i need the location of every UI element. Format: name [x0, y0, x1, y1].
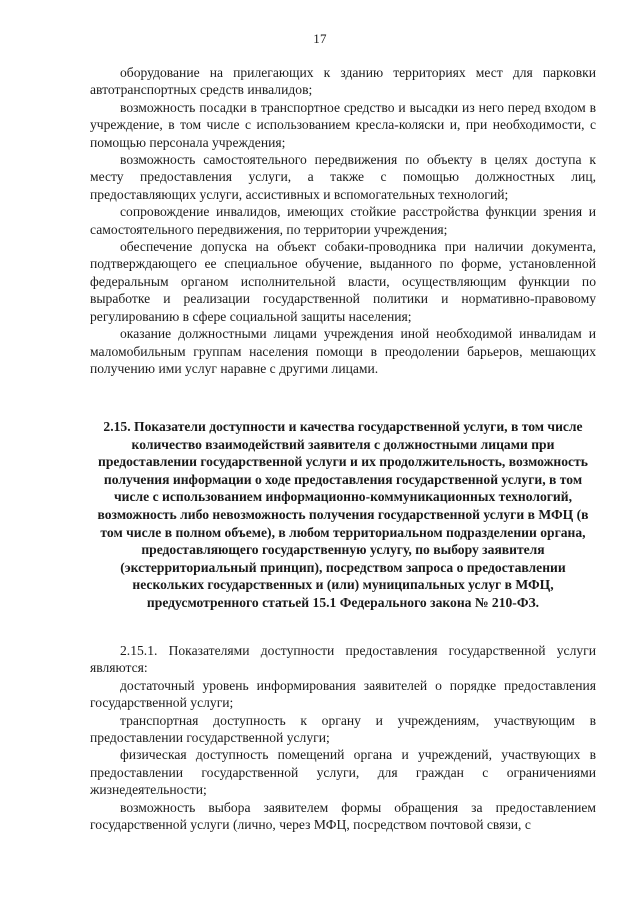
- paragraph-2-15-1: 2.15.1. Показателями доступности предоставления государственной услуги являются:: [90, 643, 596, 676]
- paragraph-form-choice: возможность выбора заявителем формы обращения за предоставлением государственной услуги (лично, через МФЦ, посредством почтовой связи, с: [90, 799, 596, 833]
- paragraph-boarding: возможность посадки в транспортное средство и высадки из него перед входом в учреждение, в том числе с использованием кресла-коляски и, при необходимости, с помощью персонала учреждения;: [90, 99, 596, 150]
- paragraph-guide-dog: обеспечение допуска на объект собаки-проводника при наличии документа, подтверждающего ее специальное обучение, выданного по форме, установленной федеральным органом исполнительной власти, осуществляющим функции по выработке и реализации государственной политики и нормативно-правовому регулированию в сфере социальной защиты населения;: [90, 239, 596, 324]
- paragraph-physical-access: физическая доступность помещений органа и учреждений, участвующих в предоставлении государственной услуги, для граждан с ограничениями жизнедеятельности;: [90, 747, 596, 798]
- section-heading-text: 2.15. Показатели доступности и качества государственной услуги, в том числе количество взаимодействий заявителя с должностными лицами при предоставлении государственной услуги и их продолжительность, возможность получения информации о ходе предоставления государственной услуги, в том числе с использованием информационно-коммуникационных технологий, возможность либо невозможность получения государственной услуги в МФЦ (в том числе в полном объеме), в любом территориальном подразделении органа, предоставляющего государственную услугу, по выбору заявителя (экстерриториальный принцип), посредством запроса о предоставлении нескольких государственных и (или) муниципальных услуг в МФЦ, предусмотренного статьей 15.1 Федерального закона № 210-ФЗ.: [97, 419, 589, 610]
- paragraph-escort: сопровождение инвалидов, имеющих стойкие расстройства функции зрения и самостоятельного передвижения, по территории учреждения;: [90, 204, 596, 237]
- availability-indicators-list: [90, 642, 596, 833]
- paragraph-assistance: оказание должностными лицами учреждения иной необходимой инвалидам и маломобильным группам населения помощи в преодолении барьеров, мешающих получению ими услуг наравне с другими лицами.: [90, 326, 596, 376]
- paragraph-informing: достаточный уровень информирования заявителей о порядке предоставления государственной услуги;: [90, 677, 596, 711]
- paragraph-parking: оборудование на прилегающих к зданию территориях мест для парковки автотранспортных средств инвалидов;: [90, 65, 596, 98]
- section-heading-2-15: [90, 418, 596, 612]
- accessibility-measures-list: [90, 64, 596, 377]
- paragraph-transport: транспортная доступность к органу и учреждениям, участвующим в предоставлении государственной услуги;: [90, 712, 596, 746]
- paragraph-movement: возможность самостоятельного передвижения по объекту в целях доступа к месту предоставления услуги, а также с помощью должностных лиц, предоставляющих услуги, ассистивных и вспомогательных технологий;: [90, 152, 596, 202]
- page-number: 17: [313, 31, 327, 46]
